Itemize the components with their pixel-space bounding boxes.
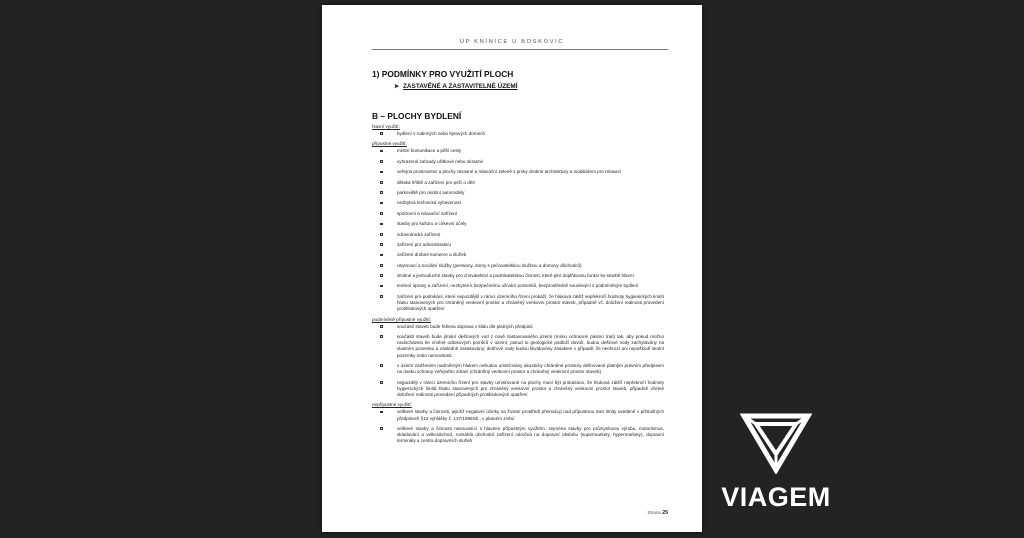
list-item: součástí staveb bude jímání dešťových vod z nově zastavovaného území (mimo ochranné pásmo trati) tak, aby pokud možno nedocházelo ke změně odtokových poměrů v území; pokud to geologické podloží dovolí, budou dešťové vody zachytávány na vlastním pozemku a následně zasakovány; dešťové vody budou likvidovány zásakem v případě, že neohrozí ani nepoškodí okolní pozemky nebo nemovitosti;	[372, 334, 668, 359]
square-bullet-icon	[380, 335, 383, 338]
square-bullet-icon	[380, 254, 383, 257]
square-bullet-icon	[380, 202, 383, 205]
list-item: veškeré stavby a činnosti, jejichž negativní účinky na životní prostředí překračují nad přípustnou mez limity uvedené v příslušných předpisech §13 vyhlášky č. 137/1998Sb., v platném znění	[372, 409, 668, 421]
square-bullet-icon	[380, 411, 383, 414]
list-item: zdravotnická zařízení	[372, 232, 668, 238]
square-bullet-icon	[380, 264, 383, 267]
square-bullet-icon	[380, 243, 383, 246]
list-item: sportovní a relaxační zařízení	[372, 211, 668, 217]
category-block	[372, 317, 668, 399]
square-bullet-icon	[380, 212, 383, 215]
area-title: B – PLOCHY BYDLENÍ	[372, 111, 462, 121]
list-item: stavby pro kulturu a církevní účely	[372, 221, 668, 227]
arrow-bullet-icon: ➤	[394, 84, 400, 90]
page-number: 25	[662, 510, 668, 516]
list-item: vyhrazené zahrady užitkové nebo okrasné	[372, 159, 668, 165]
diamond-v-logo-icon	[740, 410, 812, 474]
subsection-label: ZASTAVĚNÉ A ZASTAVITELNÉ ÚZEMÍ	[403, 83, 518, 90]
category-block	[372, 141, 668, 312]
square-bullet-icon	[380, 274, 383, 277]
list-item: místní komunikace a pěší cesty	[372, 148, 668, 154]
list-item: veřejná prostranství a plochy okrasné a relaxační zeleně s prvky drobné architektury a mobiliářem pro relaxaci	[372, 169, 668, 175]
watermark-text: VIAGEM	[721, 482, 831, 512]
list-item: dětská hřiště a zařízení pro péči o děti	[372, 180, 668, 186]
list-item: nezbytná technická vybavenost	[372, 200, 668, 206]
category-list	[372, 409, 668, 444]
list-item: bydlení v rodinných nebo bytových domech	[372, 131, 668, 137]
square-bullet-icon	[380, 285, 383, 288]
list-item: zařízení drobné komerce a služeb	[372, 252, 668, 258]
watermark-logo	[708, 410, 844, 520]
page-footer	[647, 510, 668, 516]
category-label: podmíněně přípustné využití:	[372, 316, 431, 322]
category-block	[372, 402, 668, 444]
square-bullet-icon	[380, 171, 383, 174]
square-bullet-icon	[380, 427, 383, 430]
footer-label: Strana	[647, 510, 661, 515]
subsection-title	[394, 83, 668, 90]
category-list	[372, 324, 668, 399]
category-block	[372, 124, 668, 137]
square-bullet-icon	[380, 132, 383, 135]
list-item: drobné a jednoduché stavby pro chovatelství a podnikatelskou činnost, které plní doplňkovou funkci ke stavbě hlavní	[372, 273, 668, 279]
square-bullet-icon	[380, 381, 383, 384]
square-bullet-icon	[380, 364, 383, 367]
list-item: veškeré stavby a činnosti nesouvisící s hlavním přípustným využitím, zejména stavby pro průmyslovou výrobu, motorismus, skladování a velkoobchod, rozsáhlá obchodní zařízení náročná na dopravní obsluhu (supermarkety, hypermarkety), dopravní terminály a centra dopravních služeb	[372, 426, 668, 445]
list-item: součástí staveb bude řešena doprava v klidu dle platných předpisů	[372, 324, 668, 330]
category-label: hlavní využití:	[372, 124, 400, 129]
list-item: zařízení pro podnikání, které nepozdější v rámci územního řízení prokáží, že hluková zátěž nepřekročí hodnoty hygienických limitů hluku stanovených pro chráněný venkovní prostor a chráněný venkovní prostor staveb, případně vč. doložení reálnosti provedení protihlukových opatření	[372, 294, 668, 313]
running-header: ÚP KNÍNICE U BOSKOVIC	[459, 39, 565, 45]
category-label: přípustné využití:	[372, 141, 407, 147]
header-divider	[372, 49, 668, 50]
square-bullet-icon	[380, 325, 383, 328]
list-item: terénní úpravy a zařízení, nezbytné k bezpečnému užívání pozemků, bezprostředně související s podmíněným bydlení	[372, 283, 668, 289]
list-item: ubytovací a sociální služby (pensiony, domy s pečovatelskou službou a domovy důchodců)	[372, 263, 668, 269]
section-title: 1) PODMÍNKY PRO VYUŽITÍ PLOCH	[372, 69, 514, 79]
square-bullet-icon	[380, 150, 383, 153]
square-bullet-icon	[380, 233, 383, 236]
document-page	[322, 5, 702, 532]
category-label: nepřípustné využití:	[372, 402, 412, 408]
square-bullet-icon	[380, 295, 383, 298]
square-bullet-icon	[380, 191, 383, 194]
square-bullet-icon	[380, 160, 383, 163]
list-item: zařízení pro administrativu	[372, 242, 668, 248]
square-bullet-icon	[380, 181, 383, 184]
page-content	[372, 69, 668, 449]
category-list	[372, 131, 668, 137]
list-item: parkoviště pro osobní automobily	[372, 190, 668, 196]
list-item: nejpozději v rámci územního řízení pro stavby umisťované na plochy musí být prokázáno, že hluková zátěž nepřekročí hodnoty hygienických limitů hluku stanovených pro chráněný venkovní prostor a chráněný venkovní prostor staveb, případně včetně doložení reálnosti provedení případných protihlukových opatření	[372, 380, 668, 399]
list-item: v území zatíženém nadměrným hlukem nebudou umisťovány akusticky chráněné prostory definované platným právním předpisem na úseku ochrany veřejného zdraví (chráněný venkovní prostor a chráněný venkovní prostor staveb)	[372, 363, 668, 375]
category-list	[372, 148, 668, 312]
square-bullet-icon	[380, 223, 383, 226]
